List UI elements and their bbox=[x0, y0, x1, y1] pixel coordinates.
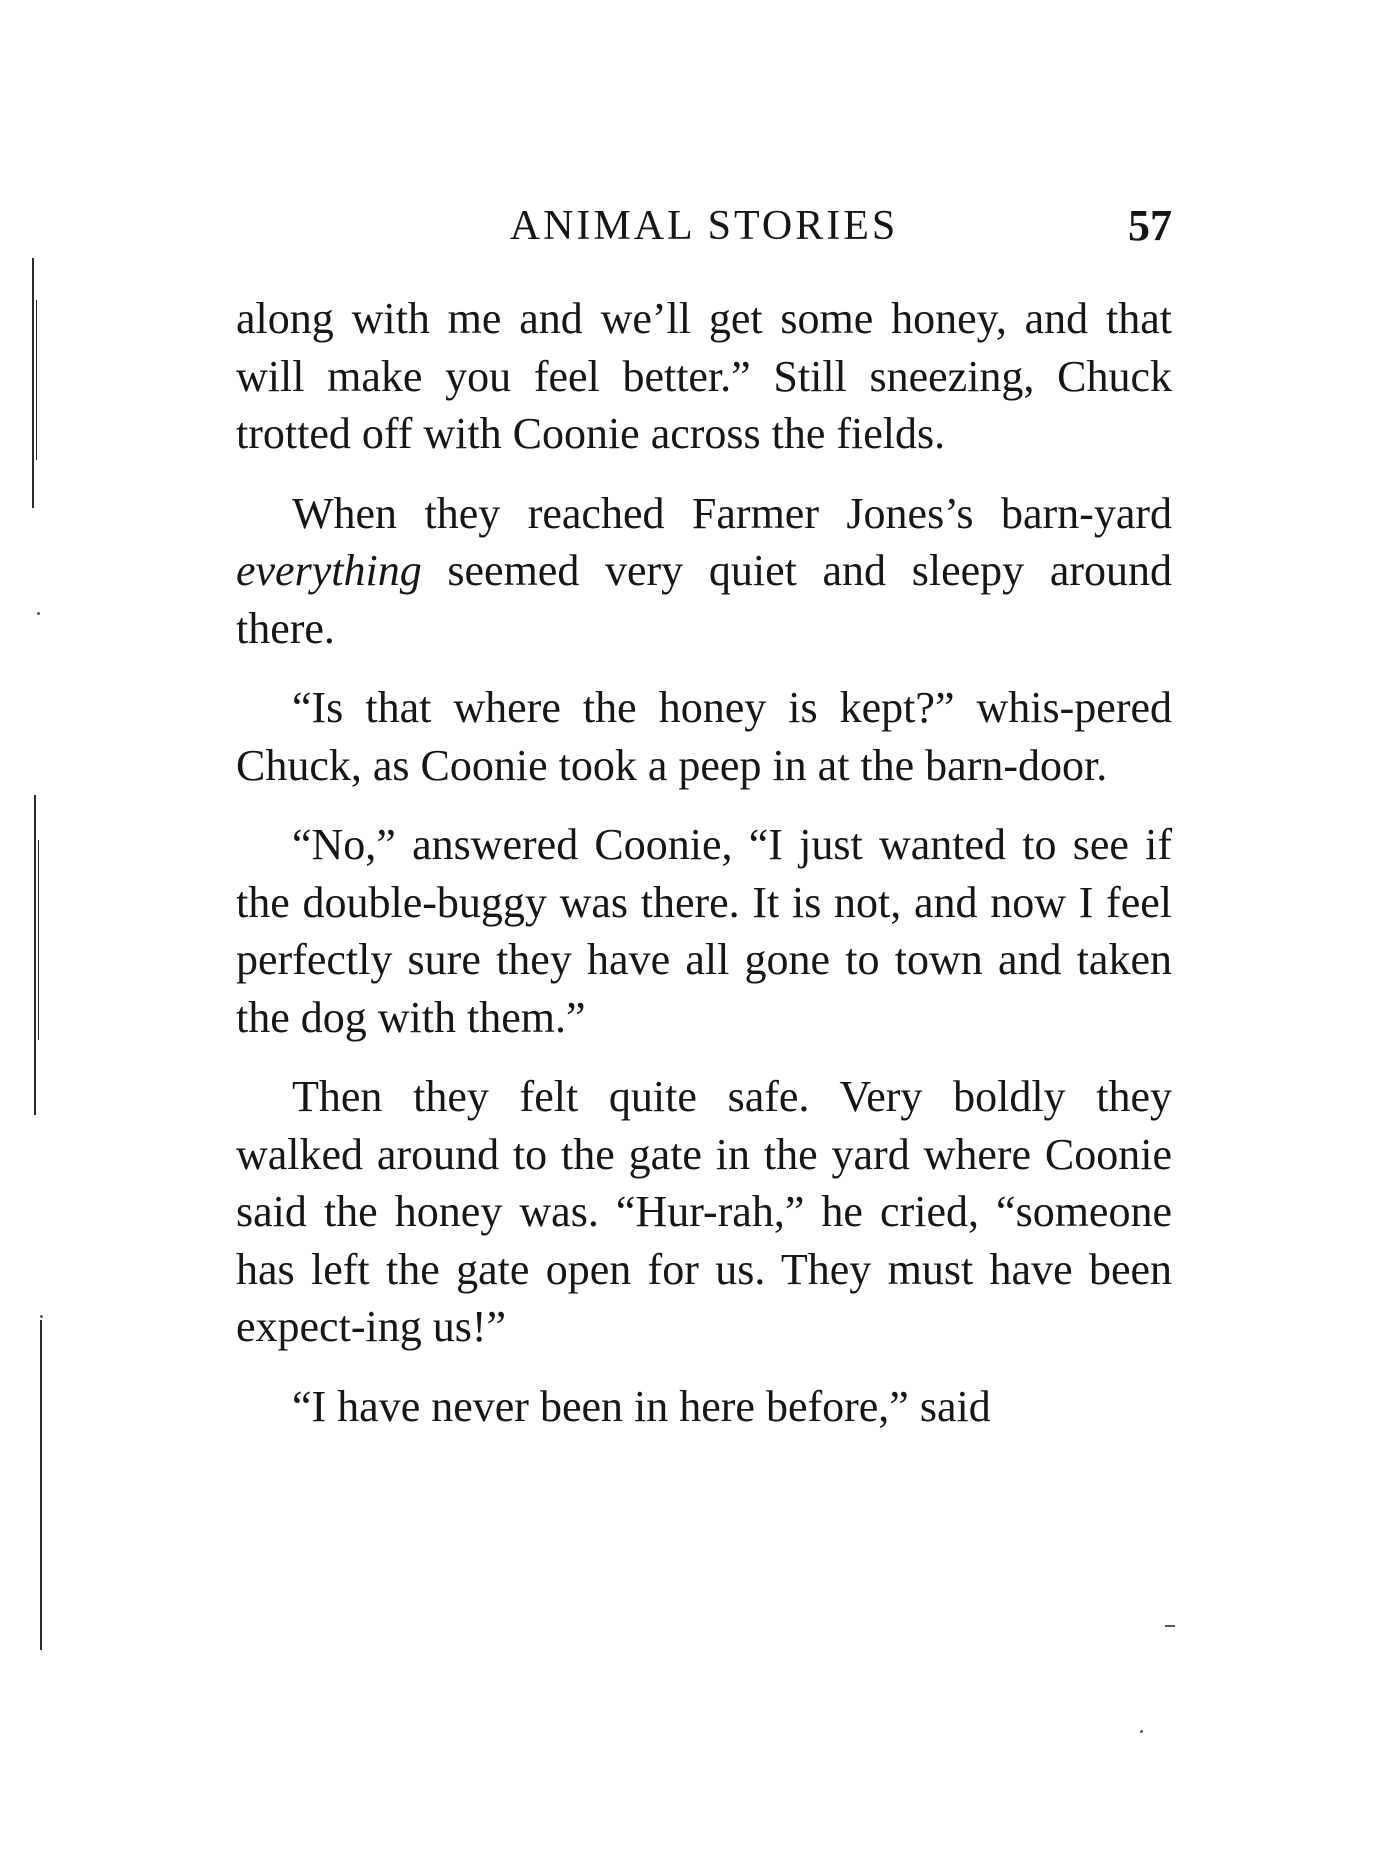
scan-artifact bbox=[34, 795, 36, 1115]
paragraph-text: seemed very quiet and sleepy around there. bbox=[236, 546, 1172, 653]
paragraph bbox=[236, 679, 1172, 794]
paragraph-text: When they reached Farmer Jones’s barn-yard bbox=[292, 488, 1172, 538]
scan-artifact bbox=[36, 300, 37, 460]
scan-artifact bbox=[1165, 1625, 1175, 1627]
paragraph bbox=[236, 290, 1172, 463]
paragraph-text: “Is that where the honey is kept?” whis-pered Chuck, as Coonie took a peep in at the barn-door. bbox=[236, 683, 1172, 790]
scan-artifact bbox=[40, 1320, 42, 1650]
paragraph-text: Then they felt quite safe. Very boldly they walked around to the gate in the yard where Coonie said the honey was. “Hur-rah,” he cried, “someone has left the gate open for us. They must have been expect-ing us!” bbox=[236, 1072, 1172, 1351]
scan-artifact bbox=[40, 1315, 43, 1318]
paragraph-emphasis: everything bbox=[236, 546, 422, 595]
body-text bbox=[236, 290, 1172, 1435]
paragraph-text: “No,” answered Coonie, “I just wanted to see if the double-buggy was there. It is not, and now I feel perfectly sure they have all gone to town and taken the dog with them.” bbox=[236, 820, 1172, 1042]
scan-artifact bbox=[37, 612, 40, 615]
paragraph-text: along with me and we’ll get some honey, and that will make you feel better.” Still sneezing, Chuck trotted off with Coonie across the fields. bbox=[236, 294, 1172, 458]
running-head-title: ANIMAL STORIES bbox=[509, 203, 899, 249]
paragraph bbox=[236, 816, 1172, 1046]
scan-artifact bbox=[1140, 1730, 1143, 1733]
paragraph bbox=[236, 485, 1172, 658]
running-head bbox=[236, 196, 1172, 256]
scan-artifact bbox=[32, 258, 34, 508]
page-number: 57 bbox=[1128, 201, 1172, 250]
paragraph bbox=[236, 1378, 1172, 1436]
paragraph bbox=[236, 1068, 1172, 1356]
scan-artifact bbox=[38, 840, 39, 1040]
paragraph-text: “I have never been in here before,” said bbox=[292, 1381, 991, 1431]
